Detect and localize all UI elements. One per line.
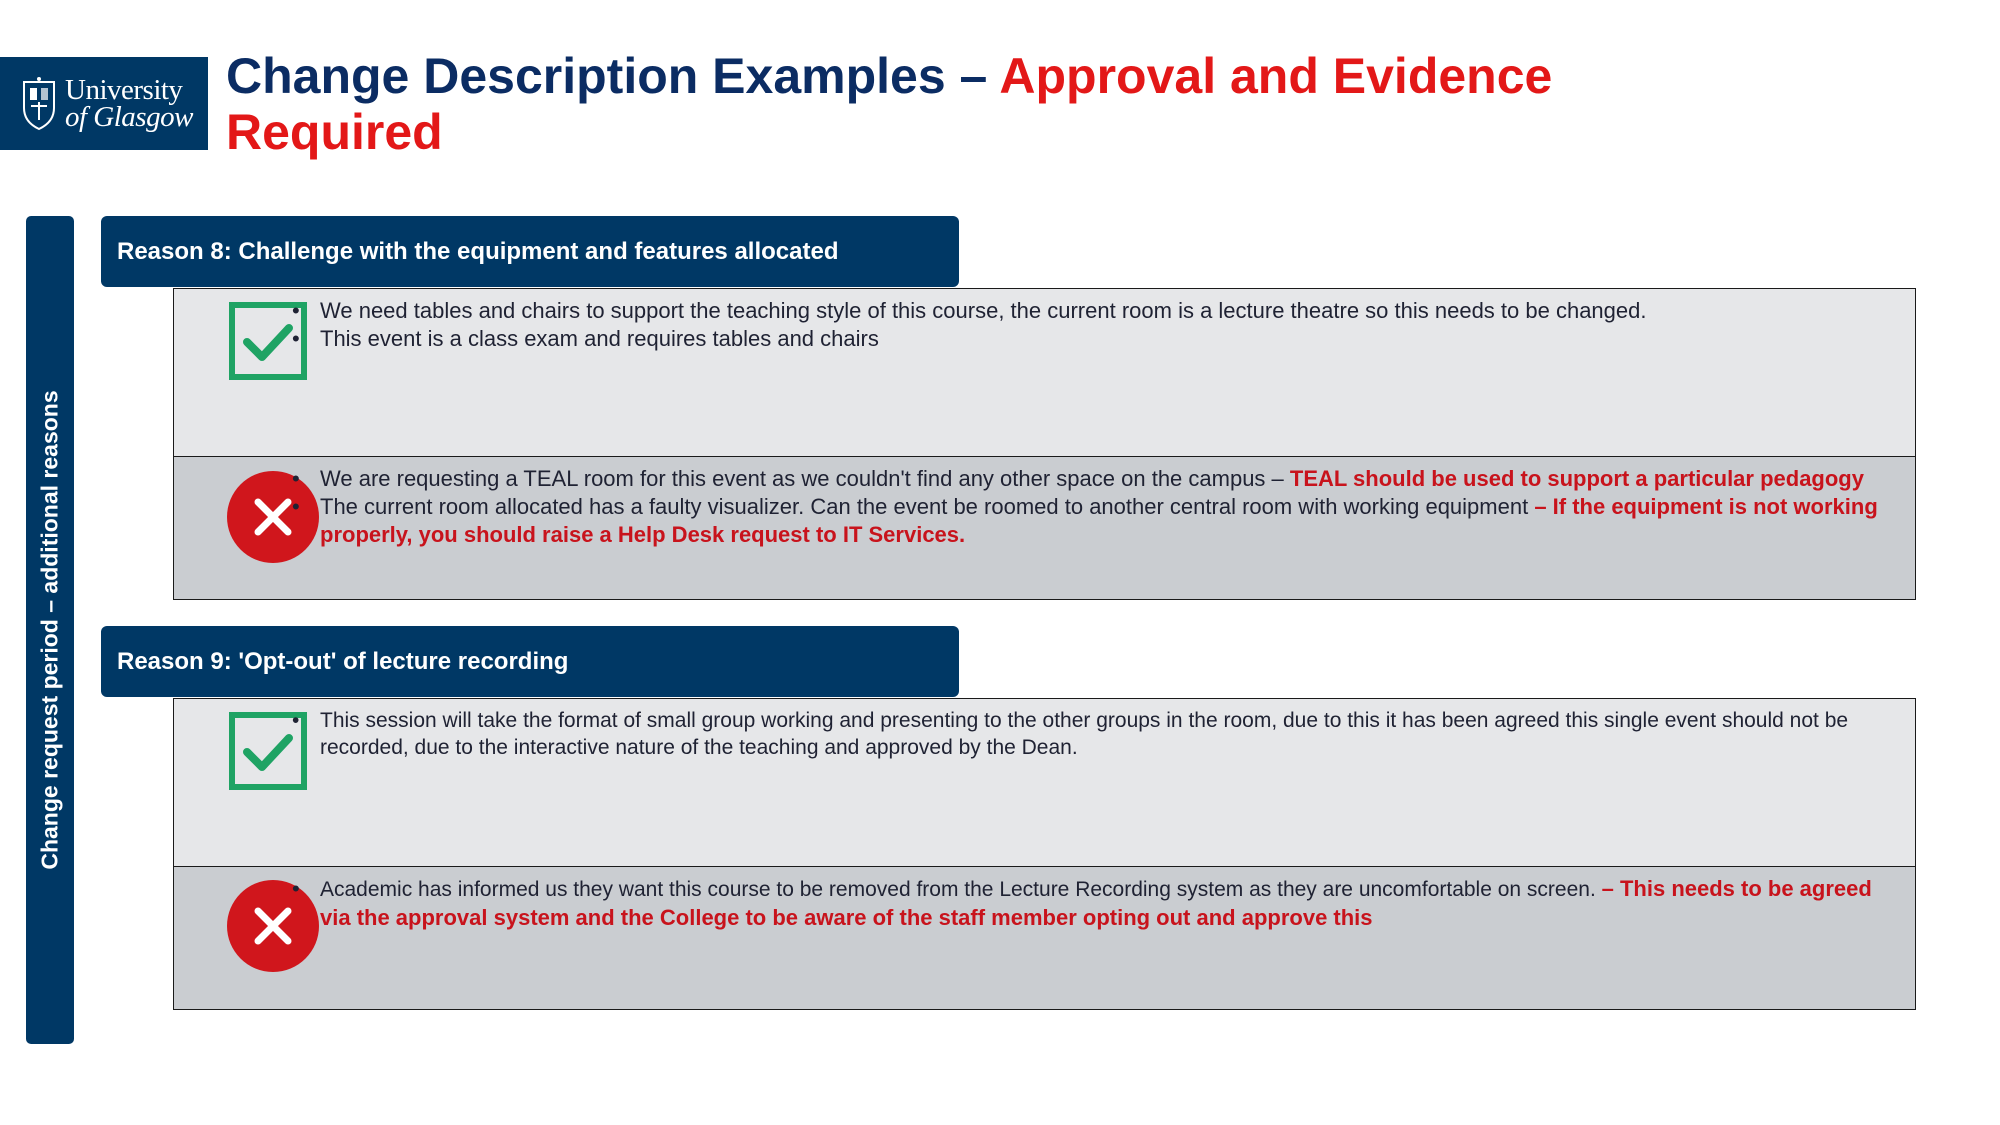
item-text: The current room allocated has a faulty visualizer. Can the event be roomed to another central room with working equipment — [320, 494, 1535, 519]
cross-icon — [227, 880, 319, 972]
list-item: • This event is a class exam and requires tables and chairs — [320, 325, 1893, 353]
page-title — [226, 48, 1626, 160]
item-note: – If the equipment is not working properly, you should raise a Help Desk request to IT Services. — [320, 494, 1878, 547]
reason-8-approved-box — [173, 288, 1916, 458]
section-sidebar — [26, 216, 74, 1044]
list-item: • We need tables and chairs to support the teaching style of this course, the current room is a lecture theatre so this needs to be changed. — [320, 297, 1893, 325]
logo-wordmark — [65, 73, 193, 133]
reason-8-rejected-box — [173, 456, 1916, 600]
reason-9-rejected-list — [320, 875, 1893, 932]
title-main: Change Description Examples – — [226, 48, 1000, 104]
reason-8-rejected-list — [320, 465, 1893, 549]
reason-9-rejected-box — [173, 866, 1916, 1010]
list-item: • This session will take the format of small group working and presenting to the other groups in the room, due to this it has been agreed this single event should not be recorded, due to the interactive nature of the teaching and approved by the Dean. — [320, 707, 1893, 761]
university-logo — [0, 57, 208, 150]
item-text: We are requesting a TEAL room for this event as we couldn't find any other space on the campus – — [320, 466, 1290, 491]
sidebar-label: Change request period – additional reasons — [36, 390, 63, 870]
logo-line-1: University — [65, 73, 183, 106]
reason-8-approved-list — [320, 297, 1893, 353]
item-note: – This needs to be agreed via the approval system and the College to be aware of the staff member opting out and approve this — [320, 876, 1872, 930]
list-item — [320, 493, 1893, 549]
item-note: TEAL should be used to support a particular pedagogy — [1289, 466, 1864, 491]
logo-line-2: of Glasgow — [65, 100, 193, 133]
item-text: Academic has informed us they want this course to be removed from the Lecture Recording system as they are uncomfortable on screen. — [320, 878, 1602, 901]
cross-icon — [227, 471, 319, 563]
crest-icon — [21, 76, 57, 132]
title-highlight: Approval and Evidence Required — [226, 48, 1553, 160]
list-item — [320, 875, 1893, 932]
reason-9-approved-box — [173, 698, 1916, 868]
list-item — [320, 465, 1893, 493]
reason-9-header: Reason 9: 'Opt-out' of lecture recording — [101, 626, 959, 697]
reason-9-approved-list — [320, 707, 1893, 761]
reason-8-header: Reason 8: Challenge with the equipment and features allocated — [101, 216, 959, 287]
